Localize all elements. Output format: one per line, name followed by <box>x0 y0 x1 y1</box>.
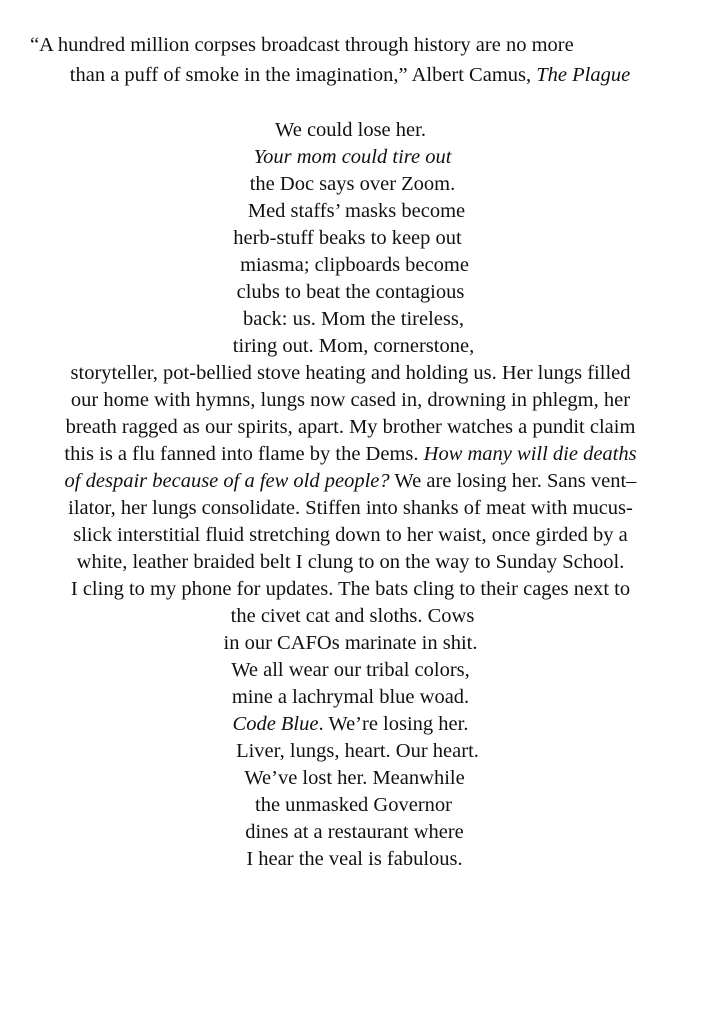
poem-italic-text: Code Blue <box>232 713 319 735</box>
poem-line <box>0 711 701 738</box>
poem-line: miasma; clipboards become <box>240 254 469 276</box>
poem-line: We all wear our tribal colors, <box>231 659 470 681</box>
poem-line: our home with hymns, lungs now cased in, drowning in phlegm, her <box>70 389 631 411</box>
poem-text: We are losing her. Sans vent– <box>389 470 637 492</box>
poem-line: We could lose her. <box>275 119 426 141</box>
poem-body <box>0 117 701 873</box>
poem-line: dines at a restaurant where <box>245 821 464 843</box>
poem-line: clubs to beat the contagious <box>236 281 465 303</box>
epigraph-text: than a puff of smoke in the imagination,” Albert Camus, <box>69 64 537 86</box>
epigraph-line-1: “A hundred million corpses broadcast through history are no more <box>30 34 574 56</box>
epigraph <box>18 30 682 90</box>
poem-line: ilator, her lungs consolidate. Stiffen into shanks of meat with mucus- <box>68 497 633 519</box>
poem-line: the civet cat and sloths. Cows <box>230 605 475 627</box>
poem-line: tiring out. Mom, cornerstone, <box>232 335 475 357</box>
poem-line: mine a lachrymal blue woad. <box>231 686 470 708</box>
epigraph-book-title: The Plague <box>536 64 631 86</box>
poem-line: herb-stuff beaks to keep out <box>233 227 462 249</box>
poem-line: I cling to my phone for updates. The bats cling to their cages next to <box>70 578 631 600</box>
poem-line: back: us. Mom the tireless, <box>243 308 464 330</box>
poem-line: the unmasked Governor <box>255 794 452 816</box>
poem-line: white, leather braided belt I clung to on the way to Sunday School. <box>76 551 625 573</box>
poem-italic-text: How many will die deaths <box>423 443 637 465</box>
poem-text: . We’re losing her. <box>318 713 469 735</box>
poem-italic-text: of despair because of a few old people? <box>64 470 390 492</box>
poem-line <box>0 441 701 468</box>
poem-line: Med staffs’ masks become <box>247 200 466 222</box>
poem-line: in our CAFOs marinate in shit. <box>223 632 478 654</box>
poem-text: this is a flu fanned into flame by the Dems. <box>64 443 424 465</box>
poem-line: the Doc says over Zoom. <box>249 173 456 195</box>
poem-line <box>0 468 701 495</box>
poem-line: Liver, lungs, heart. Our heart. <box>236 740 479 762</box>
poem-line: We’ve lost her. Meanwhile <box>244 767 465 789</box>
epigraph-line-2 <box>18 60 682 90</box>
poem-line: slick interstitial fluid stretching down to her waist, once girded by a <box>73 524 628 546</box>
poem-line: Your mom could tire out <box>253 146 452 168</box>
poem-line: I hear the veal is fabulous. <box>246 848 463 870</box>
poem-line: storyteller, pot-bellied stove heating and holding us. Her lungs filled <box>70 362 631 384</box>
poem-line: breath ragged as our spirits, apart. My brother watches a pundit claim <box>65 416 636 438</box>
